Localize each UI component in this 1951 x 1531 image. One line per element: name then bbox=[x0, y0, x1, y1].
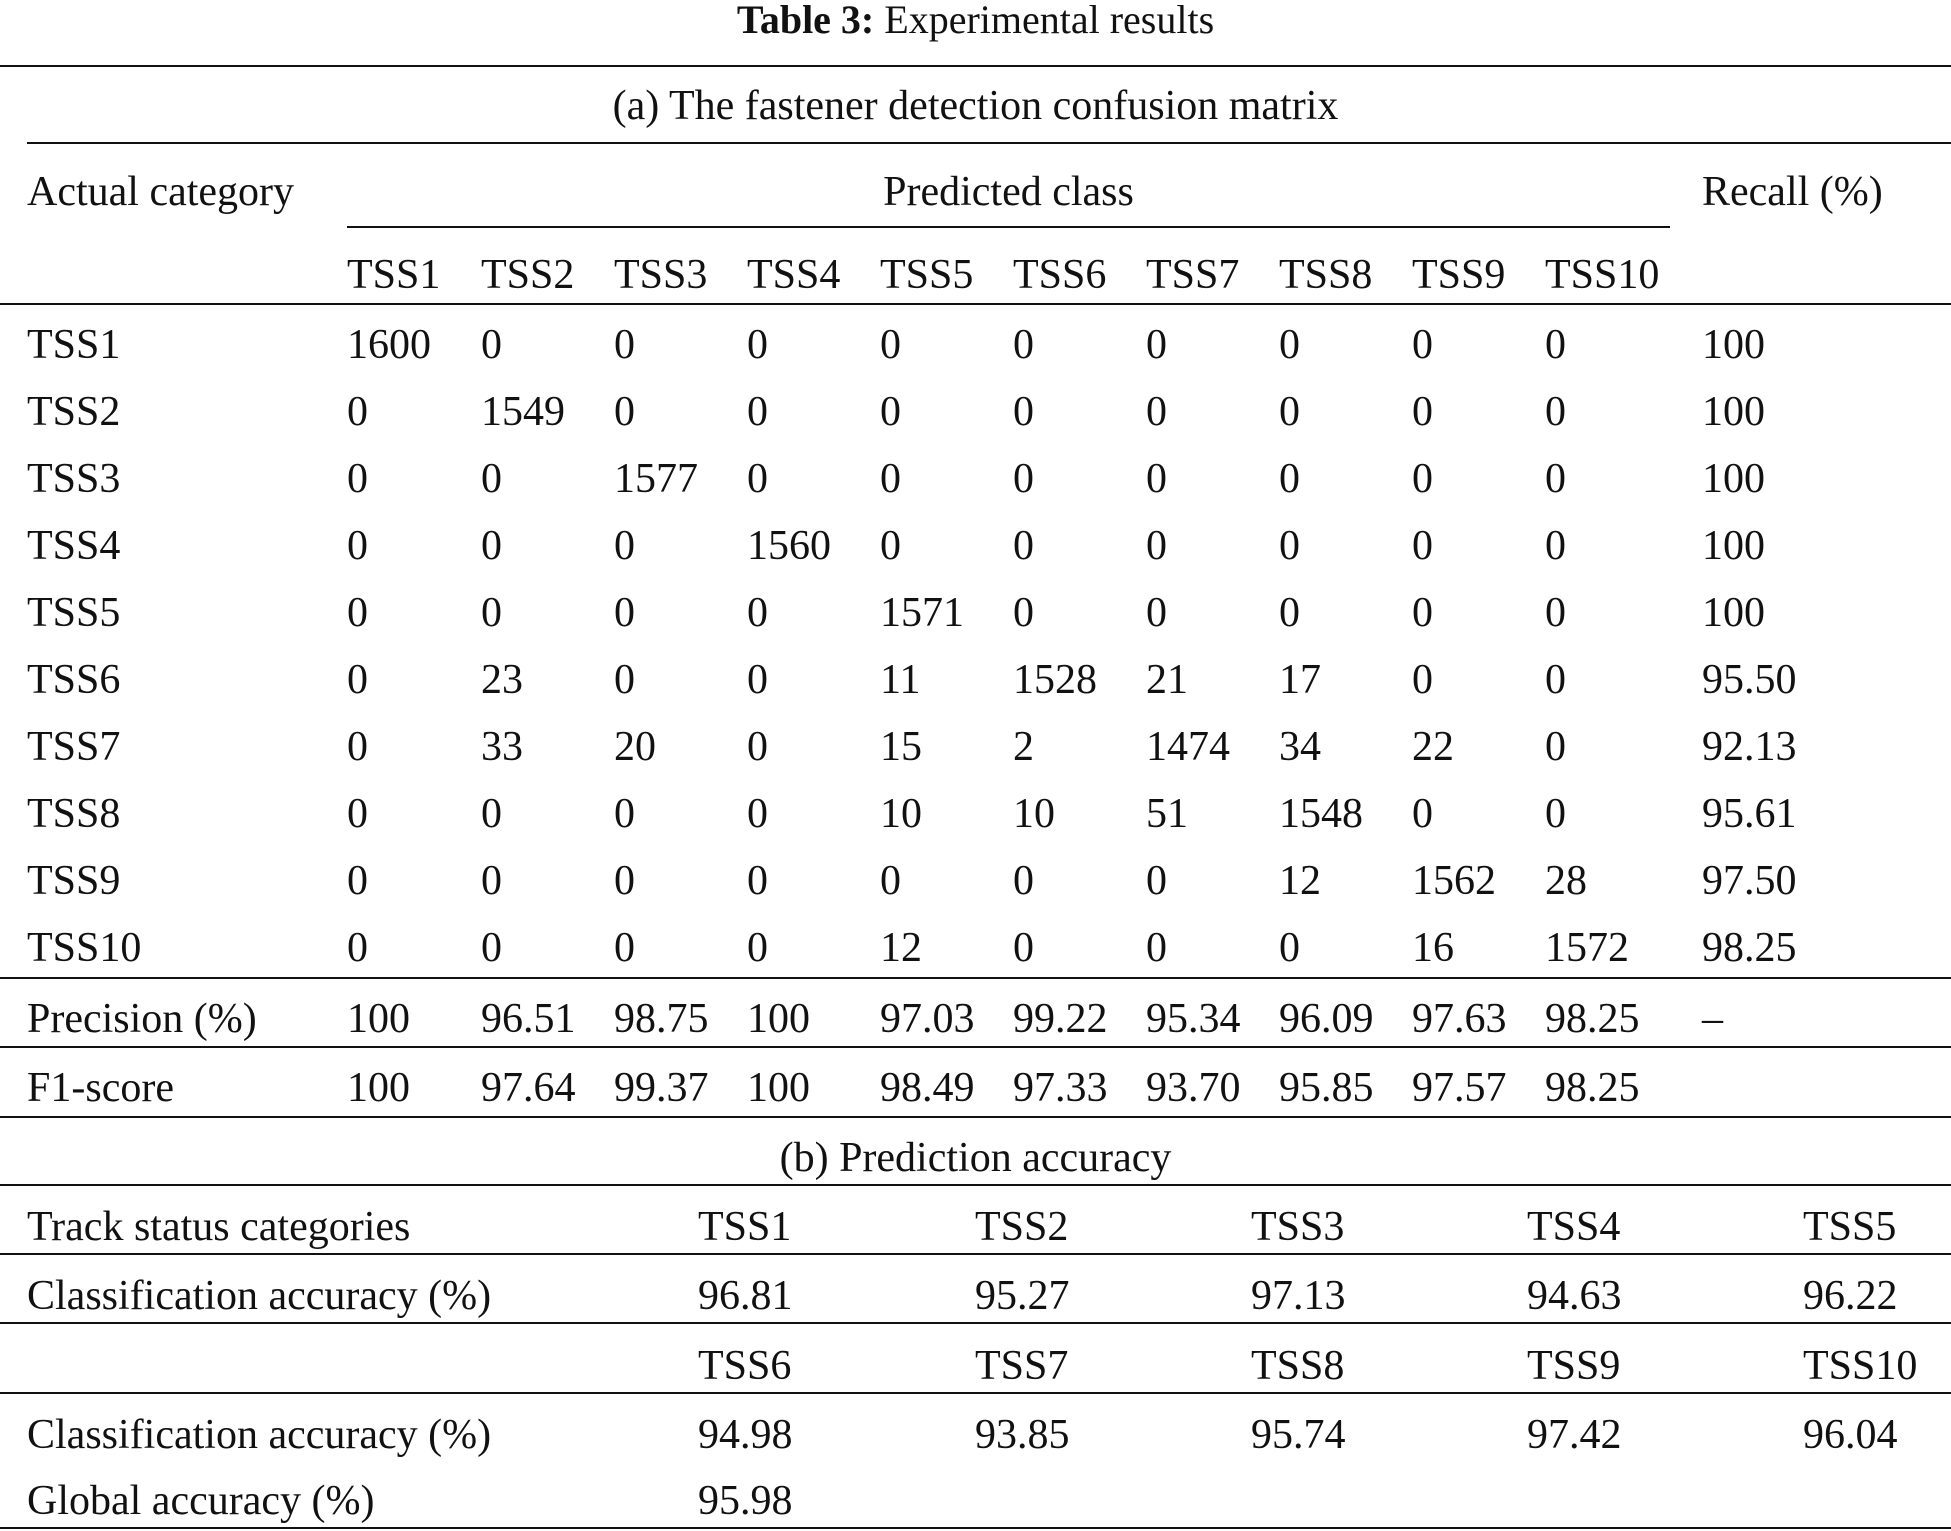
matrix-cell: 0 bbox=[747, 657, 768, 703]
matrix-cell: 0 bbox=[1146, 322, 1167, 368]
accuracy-value: 96.81 bbox=[698, 1273, 793, 1319]
matrix-cell: 0 bbox=[880, 523, 901, 569]
matrix-cell: 0 bbox=[880, 858, 901, 904]
matrix-cell: 0 bbox=[347, 389, 368, 435]
rule-before-precision bbox=[0, 977, 1951, 979]
matrix-cell: 0 bbox=[1545, 523, 1566, 569]
f1-value: 100 bbox=[747, 1065, 810, 1111]
recall-value: 92.13 bbox=[1702, 724, 1797, 770]
matrix-cell: 22 bbox=[1412, 724, 1454, 770]
f1-value: 97.64 bbox=[481, 1065, 576, 1111]
col-header: TSS8 bbox=[1279, 252, 1373, 298]
rule-top bbox=[0, 65, 1951, 67]
rule-before-f1 bbox=[0, 1046, 1951, 1048]
matrix-cell: 0 bbox=[347, 590, 368, 636]
col-header: TSS1 bbox=[347, 252, 441, 298]
rule-col-header bbox=[0, 303, 1951, 305]
recall-header: Recall (%) bbox=[1702, 169, 1883, 215]
matrix-cell: 0 bbox=[747, 322, 768, 368]
accuracy-value: 97.42 bbox=[1527, 1412, 1622, 1458]
matrix-cell: 0 bbox=[880, 456, 901, 502]
matrix-cell: 1560 bbox=[747, 523, 831, 569]
matrix-cell: 0 bbox=[747, 724, 768, 770]
matrix-cell: 0 bbox=[1013, 523, 1034, 569]
rule-before-b bbox=[0, 1116, 1951, 1118]
matrix-cell: 0 bbox=[481, 590, 502, 636]
category-header: TSS4 bbox=[1527, 1204, 1621, 1250]
accuracy-value: 97.13 bbox=[1251, 1273, 1346, 1319]
row-label: TSS3 bbox=[27, 456, 121, 502]
matrix-cell: 33 bbox=[481, 724, 523, 770]
matrix-cell: 0 bbox=[614, 523, 635, 569]
matrix-cell: 0 bbox=[481, 925, 502, 971]
matrix-cell: 0 bbox=[880, 322, 901, 368]
matrix-cell: 0 bbox=[1545, 590, 1566, 636]
col-header: TSS3 bbox=[614, 252, 708, 298]
matrix-cell: 0 bbox=[1146, 389, 1167, 435]
matrix-cell: 1548 bbox=[1279, 791, 1363, 837]
matrix-cell: 0 bbox=[1279, 389, 1300, 435]
matrix-cell: 17 bbox=[1279, 657, 1321, 703]
matrix-cell: 0 bbox=[1412, 590, 1433, 636]
matrix-cell: 16 bbox=[1412, 925, 1454, 971]
col-header: TSS6 bbox=[1013, 252, 1107, 298]
matrix-cell: 0 bbox=[1013, 858, 1034, 904]
matrix-cell: 0 bbox=[347, 657, 368, 703]
precision-value: 97.63 bbox=[1412, 996, 1507, 1042]
row-label: TSS6 bbox=[27, 657, 121, 703]
matrix-cell: 0 bbox=[1545, 456, 1566, 502]
matrix-cell: 0 bbox=[614, 322, 635, 368]
table-caption-label: Table 3: bbox=[736, 0, 875, 42]
matrix-cell: 1528 bbox=[1013, 657, 1097, 703]
category-header: TSS5 bbox=[1803, 1204, 1897, 1250]
rule-bottom bbox=[0, 1527, 1951, 1529]
precision-value: 95.34 bbox=[1146, 996, 1241, 1042]
row-label: TSS10 bbox=[27, 925, 142, 971]
matrix-cell: 0 bbox=[1545, 389, 1566, 435]
global-accuracy-label: Global accuracy (%) bbox=[27, 1478, 375, 1524]
matrix-cell: 0 bbox=[1545, 657, 1566, 703]
precision-value: 96.51 bbox=[481, 996, 576, 1042]
row-label: TSS5 bbox=[27, 590, 121, 636]
recall-value: 100 bbox=[1702, 322, 1765, 368]
matrix-cell: 28 bbox=[1545, 858, 1587, 904]
matrix-cell: 0 bbox=[1013, 322, 1034, 368]
recall-value: 95.50 bbox=[1702, 657, 1797, 703]
matrix-cell: 51 bbox=[1146, 791, 1188, 837]
matrix-cell: 0 bbox=[1412, 456, 1433, 502]
table-caption bbox=[0, 0, 1951, 40]
accuracy-value: 96.22 bbox=[1803, 1273, 1898, 1319]
matrix-cell: 12 bbox=[880, 925, 922, 971]
recall-value: 98.25 bbox=[1702, 925, 1797, 971]
matrix-cell: 0 bbox=[1146, 925, 1167, 971]
f1-value: 98.25 bbox=[1545, 1065, 1640, 1111]
matrix-cell: 0 bbox=[1545, 724, 1566, 770]
matrix-cell: 23 bbox=[481, 657, 523, 703]
precision-value: 100 bbox=[347, 996, 410, 1042]
matrix-cell: 0 bbox=[1146, 456, 1167, 502]
accuracy-value: 94.63 bbox=[1527, 1273, 1622, 1319]
matrix-cell: 0 bbox=[1279, 456, 1300, 502]
track-status-label: Track status categories bbox=[27, 1204, 411, 1250]
matrix-cell: 0 bbox=[747, 791, 768, 837]
precision-value: 97.03 bbox=[880, 996, 975, 1042]
predicted-class-header: Predicted class bbox=[883, 169, 1134, 215]
part-b-title: (b) Prediction accuracy bbox=[779, 1135, 1172, 1181]
recall-value: 100 bbox=[1702, 456, 1765, 502]
f1-value: 95.85 bbox=[1279, 1065, 1374, 1111]
matrix-cell: 0 bbox=[347, 456, 368, 502]
f1-label: F1-score bbox=[27, 1065, 174, 1111]
col-header: TSS7 bbox=[1146, 252, 1240, 298]
recall-value: 97.50 bbox=[1702, 858, 1797, 904]
category-header: TSS9 bbox=[1527, 1343, 1621, 1389]
matrix-cell: 0 bbox=[1146, 523, 1167, 569]
row-label: TSS8 bbox=[27, 791, 121, 837]
matrix-cell: 11 bbox=[880, 657, 921, 703]
precision-label: Precision (%) bbox=[27, 996, 257, 1042]
matrix-cell: 12 bbox=[1279, 858, 1321, 904]
rule-a-title bbox=[27, 142, 1951, 144]
table-caption-text: Experimental results bbox=[884, 0, 1215, 42]
matrix-cell: 0 bbox=[747, 858, 768, 904]
matrix-cell: 0 bbox=[1279, 590, 1300, 636]
matrix-cell: 1474 bbox=[1146, 724, 1230, 770]
matrix-cell: 0 bbox=[1146, 858, 1167, 904]
matrix-cell: 0 bbox=[347, 724, 368, 770]
matrix-cell: 0 bbox=[481, 791, 502, 837]
matrix-cell: 2 bbox=[1013, 724, 1034, 770]
matrix-cell: 0 bbox=[481, 322, 502, 368]
col-header: TSS4 bbox=[747, 252, 841, 298]
accuracy-value: 93.85 bbox=[975, 1412, 1070, 1458]
rule-b-header1 bbox=[0, 1253, 1951, 1255]
accuracy-value: 95.27 bbox=[975, 1273, 1070, 1319]
matrix-cell: 0 bbox=[1412, 791, 1433, 837]
matrix-cell: 21 bbox=[1146, 657, 1188, 703]
category-header: TSS6 bbox=[698, 1343, 792, 1389]
matrix-cell: 0 bbox=[747, 925, 768, 971]
part-a-title: (a) The fastener detection confusion matrix bbox=[612, 83, 1339, 129]
matrix-cell: 1571 bbox=[880, 590, 964, 636]
matrix-cell: 20 bbox=[614, 724, 656, 770]
matrix-cell: 0 bbox=[1279, 322, 1300, 368]
matrix-cell: 0 bbox=[1013, 925, 1034, 971]
matrix-cell: 0 bbox=[1545, 791, 1566, 837]
recall-value: 100 bbox=[1702, 523, 1765, 569]
matrix-cell: 0 bbox=[1412, 523, 1433, 569]
precision-value: 98.25 bbox=[1545, 996, 1640, 1042]
category-header: TSS8 bbox=[1251, 1343, 1345, 1389]
matrix-cell: 0 bbox=[1013, 389, 1034, 435]
rule-b-acc1 bbox=[0, 1322, 1951, 1324]
recall-value: 100 bbox=[1702, 389, 1765, 435]
recall-value: 95.61 bbox=[1702, 791, 1797, 837]
precision-value: 98.75 bbox=[614, 996, 709, 1042]
recall-value: 100 bbox=[1702, 590, 1765, 636]
matrix-cell: 0 bbox=[1412, 389, 1433, 435]
matrix-cell: 15 bbox=[880, 724, 922, 770]
matrix-cell: 1577 bbox=[614, 456, 698, 502]
matrix-cell: 0 bbox=[347, 925, 368, 971]
matrix-cell: 0 bbox=[880, 389, 901, 435]
category-header: TSS7 bbox=[975, 1343, 1069, 1389]
matrix-cell: 0 bbox=[614, 858, 635, 904]
matrix-cell: 0 bbox=[747, 389, 768, 435]
matrix-cell: 0 bbox=[747, 456, 768, 502]
col-header: TSS2 bbox=[481, 252, 575, 298]
matrix-cell: 34 bbox=[1279, 724, 1321, 770]
matrix-cell: 0 bbox=[347, 791, 368, 837]
matrix-cell: 0 bbox=[481, 456, 502, 502]
matrix-cell: 0 bbox=[1279, 523, 1300, 569]
matrix-cell: 0 bbox=[481, 858, 502, 904]
category-header: TSS1 bbox=[698, 1204, 792, 1250]
col-header: TSS10 bbox=[1545, 252, 1660, 298]
precision-recall-dash: – bbox=[1702, 996, 1723, 1042]
acc-label-2: Classification accuracy (%) bbox=[27, 1412, 492, 1458]
category-header: TSS2 bbox=[975, 1204, 1069, 1250]
accuracy-value: 96.04 bbox=[1803, 1412, 1898, 1458]
matrix-cell: 0 bbox=[614, 791, 635, 837]
matrix-cell: 0 bbox=[614, 590, 635, 636]
row-label: TSS2 bbox=[27, 389, 121, 435]
f1-value: 99.37 bbox=[614, 1065, 709, 1111]
global-accuracy-value: 95.98 bbox=[698, 1478, 793, 1524]
acc-label-1: Classification accuracy (%) bbox=[27, 1273, 492, 1319]
matrix-cell: 0 bbox=[1279, 925, 1300, 971]
category-header: TSS3 bbox=[1251, 1204, 1345, 1250]
f1-value: 98.49 bbox=[880, 1065, 975, 1111]
rule-predicted bbox=[347, 226, 1670, 228]
col-header: TSS5 bbox=[880, 252, 974, 298]
matrix-cell: 1572 bbox=[1545, 925, 1629, 971]
matrix-cell: 0 bbox=[481, 523, 502, 569]
category-header: TSS10 bbox=[1803, 1343, 1918, 1389]
rule-b-title bbox=[0, 1184, 1951, 1186]
matrix-cell: 1562 bbox=[1412, 858, 1496, 904]
f1-value: 97.33 bbox=[1013, 1065, 1108, 1111]
matrix-cell: 0 bbox=[347, 858, 368, 904]
row-label: TSS1 bbox=[27, 322, 121, 368]
matrix-cell: 0 bbox=[347, 523, 368, 569]
rule-b-header2 bbox=[0, 1392, 1951, 1394]
row-label: TSS7 bbox=[27, 724, 121, 770]
f1-value: 97.57 bbox=[1412, 1065, 1507, 1111]
matrix-cell: 10 bbox=[1013, 791, 1055, 837]
matrix-cell: 1600 bbox=[347, 322, 431, 368]
matrix-cell: 0 bbox=[747, 590, 768, 636]
accuracy-value: 95.74 bbox=[1251, 1412, 1346, 1458]
matrix-cell: 0 bbox=[614, 389, 635, 435]
matrix-cell: 0 bbox=[1013, 456, 1034, 502]
precision-value: 100 bbox=[747, 996, 810, 1042]
precision-value: 96.09 bbox=[1279, 996, 1374, 1042]
actual-category-header: Actual category bbox=[27, 169, 295, 215]
col-header: TSS9 bbox=[1412, 252, 1506, 298]
row-label: TSS4 bbox=[27, 523, 121, 569]
matrix-cell: 0 bbox=[1545, 322, 1566, 368]
matrix-cell: 0 bbox=[614, 925, 635, 971]
precision-value: 99.22 bbox=[1013, 996, 1108, 1042]
matrix-cell: 0 bbox=[1412, 657, 1433, 703]
matrix-cell: 0 bbox=[1146, 590, 1167, 636]
matrix-cell: 10 bbox=[880, 791, 922, 837]
matrix-cell: 1549 bbox=[481, 389, 565, 435]
f1-value: 93.70 bbox=[1146, 1065, 1241, 1111]
row-label: TSS9 bbox=[27, 858, 121, 904]
matrix-cell: 0 bbox=[614, 657, 635, 703]
f1-value: 100 bbox=[347, 1065, 410, 1111]
matrix-cell: 0 bbox=[1013, 590, 1034, 636]
matrix-cell: 0 bbox=[1412, 322, 1433, 368]
accuracy-value: 94.98 bbox=[698, 1412, 793, 1458]
